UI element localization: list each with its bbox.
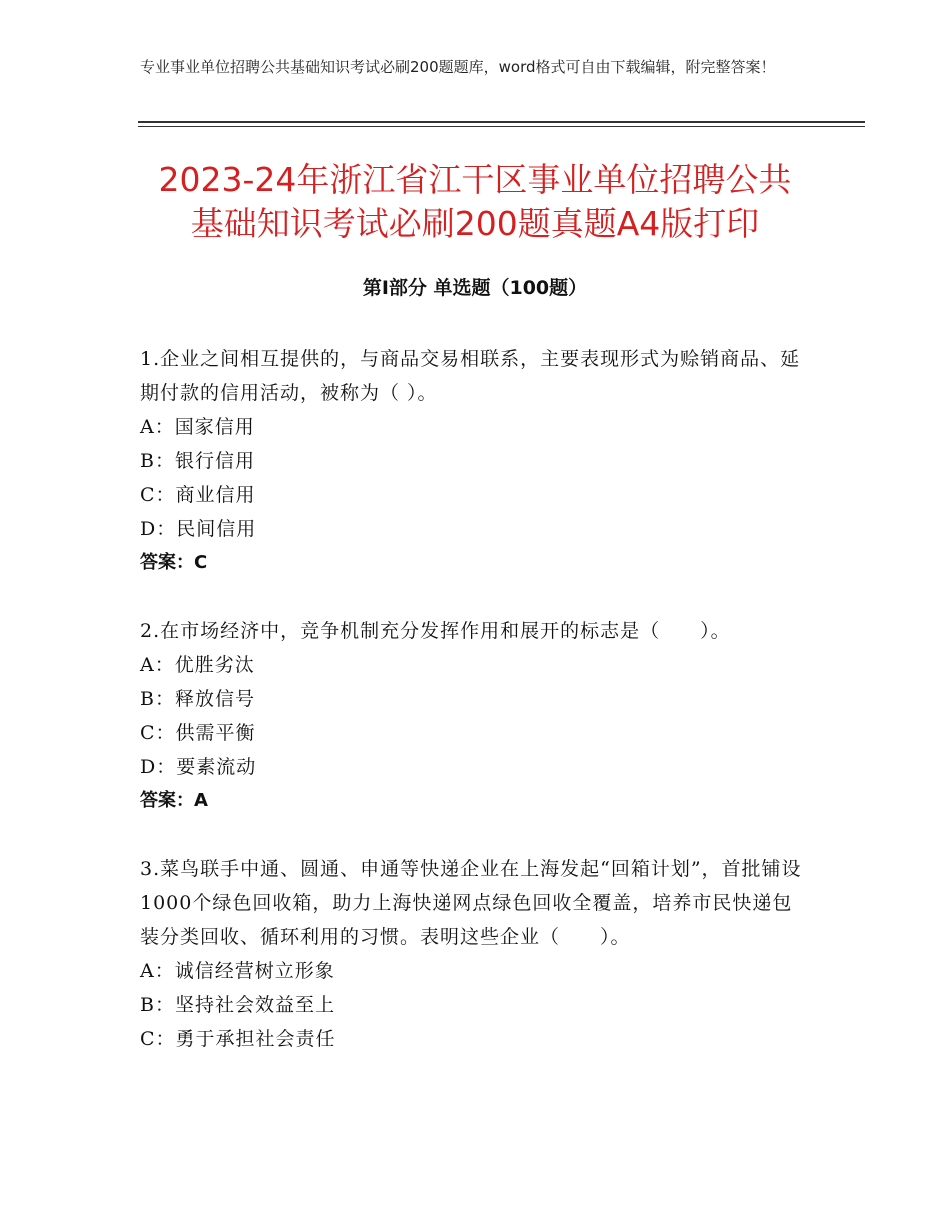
header-divider-thin xyxy=(138,126,865,127)
answer-label: 答案：C xyxy=(140,552,208,573)
option-c: C：供需平衡 xyxy=(140,722,256,744)
header-note: 专业事业单位招聘公共基础知识考试必刷200题题库，word格式可自由下载编辑，附完整答案！ xyxy=(140,58,776,76)
document-title-line-2: 基础知识考试必刷200题真题A4版打印 xyxy=(190,204,760,243)
header-divider-thick xyxy=(138,121,865,123)
option-a: A：诚信经营树立形象 xyxy=(140,960,335,982)
question-list xyxy=(140,342,810,1090)
question-1 xyxy=(140,342,810,580)
option-b: B：坚持社会效益至上 xyxy=(140,994,335,1016)
question-3 xyxy=(140,852,810,1056)
option-a: A：优胜劣汰 xyxy=(140,654,255,676)
document-title-line-1: 2023-24年浙江省江干区事业单位招聘公共 xyxy=(158,160,792,199)
option-a: A：国家信用 xyxy=(140,416,255,438)
question-stem: 1.企业之间相互提供的，与商品交易相联系，主要表现形式为赊销商品、延期付款的信用活动，被称为（ ）。 xyxy=(140,348,801,404)
question-2 xyxy=(140,614,810,818)
option-b: B：释放信号 xyxy=(140,688,255,710)
question-stem: 3.菜鸟联手中通、圆通、申通等快递企业在上海发起“回箱计划”，首批铺设1000个绿色回收箱，助力上海快递网点绿色回收全覆盖，培养市民快递包装分类回收、循环利用的习惯。表明这些企业（ ）。 xyxy=(140,858,802,948)
document-title xyxy=(100,158,850,246)
question-stem: 2.在市场经济中，竞争机制充分发挥作用和展开的标志是（ ）。 xyxy=(140,620,731,642)
option-c: C：勇于承担社会责任 xyxy=(140,1028,336,1050)
option-d: D：民间信用 xyxy=(140,518,257,540)
option-b: B：银行信用 xyxy=(140,450,255,472)
option-c: C：商业信用 xyxy=(140,484,256,506)
answer-label: 答案：A xyxy=(140,790,208,811)
option-d: D：要素流动 xyxy=(140,756,257,778)
section-heading: 第Ⅰ部分 单选题（100题） xyxy=(362,277,588,299)
